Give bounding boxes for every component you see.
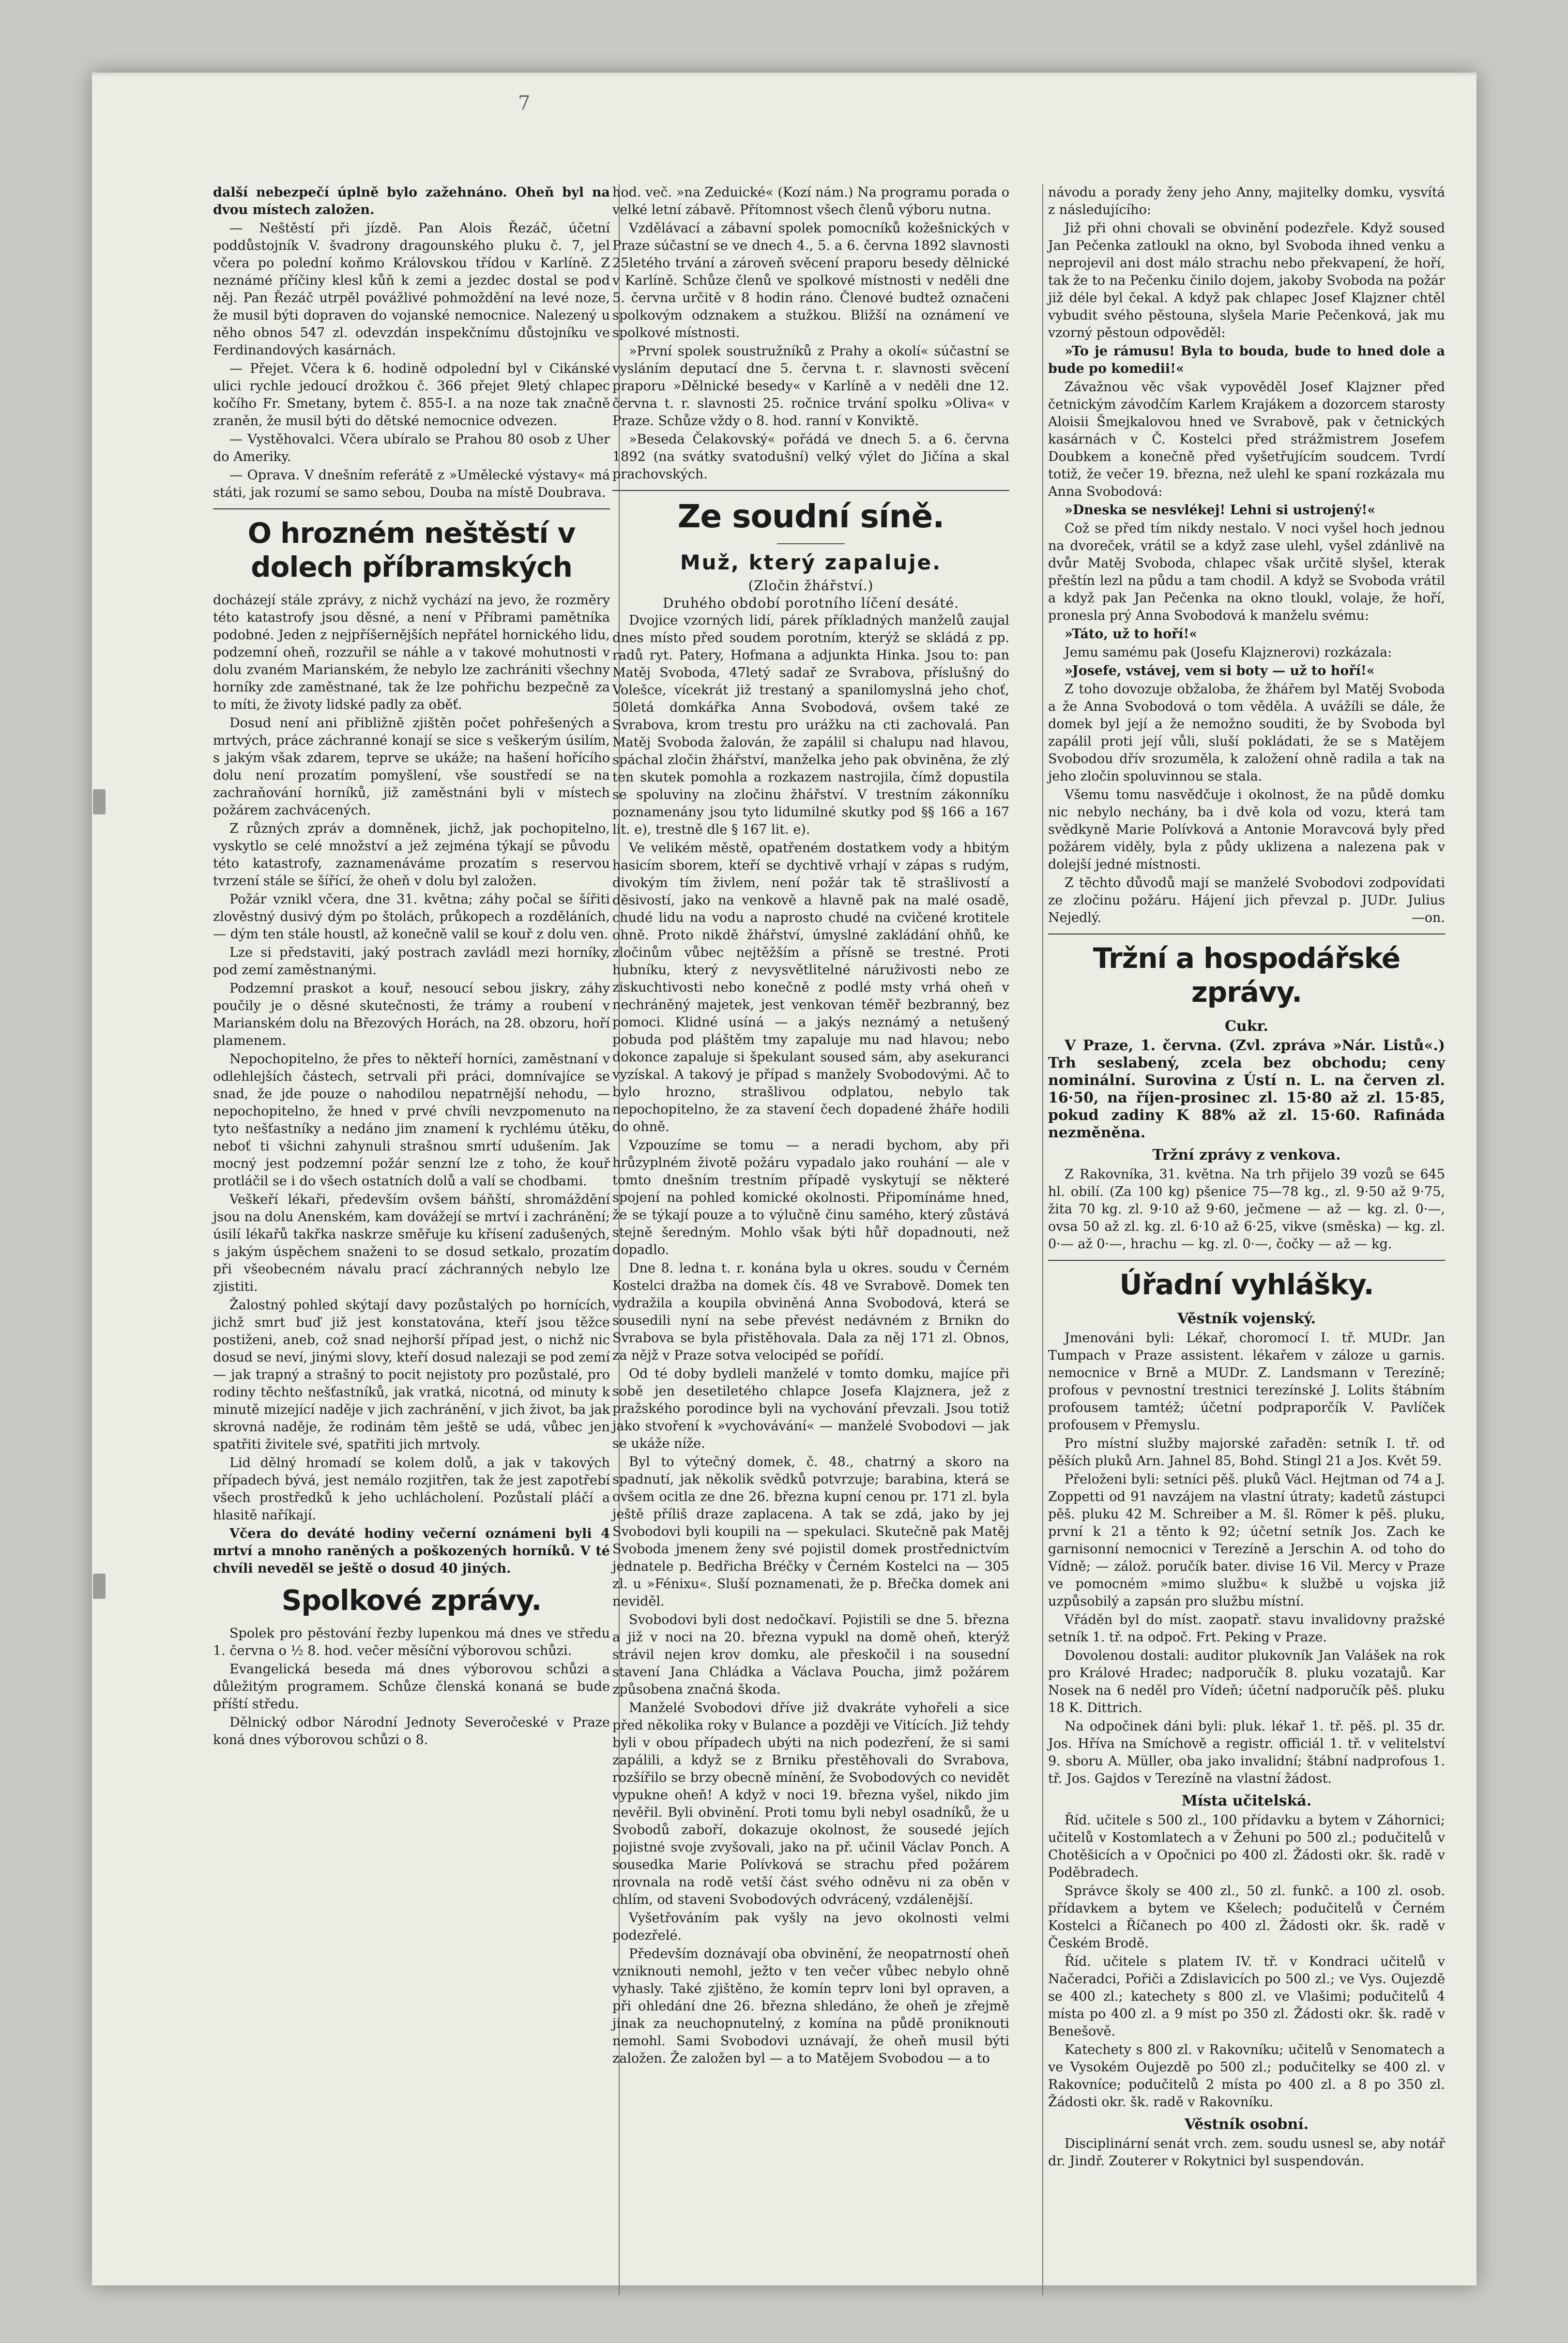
article-paragraph: Všemu tomu nasvědčuje i okolnost, že na půdě domku nic nebylo nechány, ba i dvě kola od vozu, která tam svědkyně Marie Polívková a Antonie Moravcová byly před požárem viděly, byla z půdy uklizena a nalezena pak v dolejší jedné místnosti. <box>1048 787 1445 872</box>
article-paragraph <box>1048 874 1445 927</box>
article-paragraph: Z toho dovozuje obžaloba, že žhářem byl Matěj Svoboda a že Anna Svobodová o tom věděla. A uvážíli se dále, že domek byl její a že nemožno souditi, že by Svoboda byl zapálil proti její vůli, sluší pokládati, že se s Matějem Svobodou dřív srozuměla, k založení ohně radila a tak na jeho zločin spoluvinnou se stala. <box>1048 682 1445 784</box>
article-paragraph: Dvojice vzorných lidí, párek příkladných manželů zaujal dnes místo před soudem porotním, kterýž se skládá z pp. radů ryt. Patery, Hofmana a adjunkta Hinka. Jsou to: pan Matěj Svoboda, 47letý sadař ze Svrabova, příslušný do Volešce, vícekrát již trestaný a spanilomyslná jeho choť, 50letá domkářka Anna Svobodová, ovšem také ze Svrabova, krom trestu pro urážku na cti zachovalá. Pan Matěj Svoboda žalován, že zapálil si chalupu nad hlavou, spáchal zločin žhářství, manželka jeho pak obviněna, že zlý ten skutek pomohla a rozkazem nastrojila, čímž dopustila se spoluviny na zločinu žhářství. V trestním zákonníku poznamenány jsou tyto lidumilné skutky pod §§ 166 a 167 lit. e), trestně dle § 167 lit. e). <box>612 613 1009 837</box>
newspaper-page <box>92 73 1477 2285</box>
article-closing: Z těchto důvodů mají se manželé Svobodovi zodpovídati ze zločinu požáru. Hájení jich převzal p. JUDr. Julius Nejedlý. <box>1048 875 1445 925</box>
subsection-heading: Tržní zprávy z venkova. <box>1152 1147 1341 1164</box>
quote-line: »Dneska se nesvlékej! Lehni si ustrojený!« <box>1065 503 1376 518</box>
article-paragraph: Vyšetřováním pak vyšly na jevo okolnosti velmi podezřelé. <box>612 1911 1009 1943</box>
binding-hole <box>93 789 106 814</box>
official-notice: Správce školy se 400 zl., 50 zl. funkč. a 100 zl. osob. přídavkem a bytem ve Kšelech; podučitelů v Černém Kostelci a Říčanech po 400 zl. Žádosti okr. šk. radě v Českém Brodě. <box>1048 1884 1445 1951</box>
section-rule <box>1048 1260 1445 1261</box>
article-paragraph: Vzpouzíme se tomu — a neradi bychom, aby při hrůzyplném životě požáru vypadalo jako rouhání — ale v tomto dnešním trestním případě vyskytují se některé spojení na pohled komické okolnosti. Připomínáme hned, že se týkají pouze a to výlučně činu samého, který zůstává stejně šeredným. Mohlo však býti hůř dopadnouti, než dopadlo. <box>612 1138 1009 1257</box>
column-3 <box>1048 184 1445 2171</box>
club-notice: »První spolek soustružníků z Prahy a okolí« súčastní se vysláním deputací dne 5. června t. r. slavnosti svěcení praporu »Dělnické besedy« v Karlíně a v neděli dne 12. června t. r. slavnosti 25. ročnice trvání spolku »Oliva« v Praze. Schůze vždy o 8. hod. ranní v Konviktě. <box>612 344 1009 429</box>
official-notice: Katechety s 800 zl. v Rakovníku; učitelů v Senomatech a ve Vysokém Oujezdě po 500 zl.; podučitelky se 400 zl. v Rakovníce; podučitelů 2 místa po 400 zl. a 8 po 350 zl. Žádosti okr. šk. radě v Rakovníku. <box>1048 2042 1445 2110</box>
official-notice: Na odpočinek dáni byli: pluk. lékař 1. tř. pěš. pl. 35 dr. Jos. Hříva na Smíchově a registr. officiál 1. tř. v velitelství 9. sboru A. Müller, oba jako invalidní; štábní nadprofous 1. tř. Jos. Gajdos v Terezíně na vlastní žádost. <box>1048 1719 1445 1786</box>
column-2 <box>612 184 1009 2068</box>
official-notice: Říd. učitele s platem IV. tř. v Kondraci učitelů v Načeradci, Pořiči a Zdislavicích po 500 zl.; ve Vys. Oujezdě se 400 zl.; katechety s 800 zl. ve Vlašimi; podučitelů 4 místa po 400 zl. a 9 míst po 350 zl. Žádosti okr. šk. radě v Benešově. <box>1048 1954 1445 2039</box>
article-paragraph: Podzemní praskot a kouř, nesoucí sebou jiskry, záhy poučily je o děsné skutečnosti, že trámy a roubení v Marianském dolu na Březových Horách, na 28. obzoru, hoří plamenem. <box>213 981 610 1048</box>
quote-line: »Josefe, vstávej, vem si boty — už to hoří!« <box>1065 663 1375 678</box>
article-paragraph: Jemu samému pak (Josefu Klajznerovi) rozkázala: <box>1065 645 1392 660</box>
article-paragraph: Manželé Svobodovi dříve již dvakráte vyhořeli a sice před několika roky v Bulance a později ve Vitících. Již tehdy byli v obou případech ubýti na nich podezření, že si sami zapálili, a když se z Brniku přestěhovali do Svrabova, rozšířilo se brzy obecně mínění, že Svobodových co nevidět vypukne oheň! A když v noci 19. března vyšel, nikdo jim nevěřil. Byli obvinění. Proti tomu byli nebyl osadníků, že u Svobodů zaboří, dokazuje okolnost, že sousedé jejích pojistné svoje zvyšovali, jako na př. učinil Václav Ponch. A sousedka Marie Polívková se strachu před požárem nrovnala na rodě vetší část svého odněvu ni za oběn v chlím, od staveni Svobodových odvrácený, vzdálenější. <box>612 1700 1009 1907</box>
club-notice: hod. več. »na Zeduické« (Kozí nám.) Na programu porada o velké letní zábavě. Přítomnost všech členů výboru nutna. <box>612 185 1009 217</box>
club-notice: Vzdělávací a zábavní spolek pomocníků kožešnických v Praze súčastní se ve dnech 4., 5. a 6. června 1892 slavnosti 25letého trvání a zároveň svěcení praporu besedy dělnické v Karlíně. Schůze členů ve spolkové místnosti v neděli dne 5. června určitě v 8 hodin ráno. Členové budtež označeni spolkovým odznakem a stužkou. Bližší na oznámení ve spolkové místnosti. <box>612 221 1009 340</box>
column-rule <box>1042 184 1043 2295</box>
article-paragraph: Především doznávají oba obvinění, že neopatrností oheň vzniknouti nemohl, ježto v ten večer vůbec nebylo ohně vyhasly. Také zjištěno, že komín teprv loni byl opraven, a při ohledání dne 26. března shledáno, že oheň je zřejmě jinak za neuchopnutelný, z komína na půdě proniknouti nemohl. Sami Svobodovi uznávají, že oheň musil býti založen. Že založen byl — a to Matějem Svobodou — a to <box>612 1946 1009 2066</box>
article-paragraph: Ve velikém městě, opatřeném dostatkem vody a hbitým hasicím sborem, kteří se dychtivě vrhají v zápas s rudým, divokým tím živlem, není požár tak tě strašlivostí a děsivostí, jako na venkově a hlavně pak na malé osadě, chudé lidu na vodu a naprosto chudé na cvičené krotitele ohně. Proto nikdě žhářství, úmyslné zakládání ohňů, ke zločinům vůbec nejtěžším a přísně se trestné. Proti hubníku, který z nevysvětlitelné náruživosti nebo ze ziskuchtivosti nebo konečně z podlé msty vrhá oheň v nechráněný majetek, jest venkovan téměř bezbranný, bez pomoci. Klidné usíná — a jakýs neznámý a netušený pobuda pod pláštěm tmy zapaluje mu nad hlavou; nebo dokonce zapaluje si špekulant soused sám, aby asekuranci vyzískal. A takový je případ s manžely Svobodovými. Ač to bylo hrozno, strašlivou odplatou, nebylo tak nepochopitelno, že za stavení čech dopadené žháře hodili do ohně. <box>612 841 1009 1134</box>
paper-edge <box>92 73 1477 76</box>
article-title: Muž, který zapaluje. <box>680 551 942 574</box>
divider <box>777 543 845 544</box>
subsection-heading: Věstník osobní. <box>1184 2116 1309 2133</box>
official-notice: Přeloženi byli: setníci pěš. pluků Václ. Hejtman od 74 a J. Zoppetti od 91 navzájem na vlastní útraty; kadetů zástupci pěš. pluku 42 M. Schreiber a M. šl. Römer k pěš. pluku, první k 21 a těnto k 92; účetní setník Jos. Zach ke garnisonní nemocnici v Terezíně a Jerschin A. od toho do Vídně; — zálož. poručík bater. divise 16 Vil. Mercy v Praze ve pomocném »mimo službu« k službě u vojska již uzpůsobilý a zapsán pro službu místní. <box>1048 1472 1445 1609</box>
article-paragraph: Z různých zpráv a domněnek, jichž, jak pochopitelno, vyskytlo se celé množství a jež zejména týkají se původu této katastrofy, zaznamenáváme prozatím s reservou tvrzení stále se šířící, že oheň v dolu byl založen. <box>213 821 610 888</box>
binding-hole <box>93 1574 106 1599</box>
news-item: — Oprava. V dnešním referátě z »Umělecké výstavy« má státi, jak rozumí se samo sebou, Douba na místě Doubrava. <box>213 468 610 500</box>
article-paragraph: Byl to výtečný domek, č. 48., chatrný a skoro na spadnutí, jak několik svědků potvrzuje; barabina, která se ovšem ocitla ze dne 26. března kupní cenou pr. 171 zl. byla ještě příliš draze zaplacena. A tak se zdá, jako by jej Svobodovi byli koupili na — spekulaci. Skutečně pak Matěj Svoboda jmenem ženy své pojistil domek prostřednictvím jednatele p. Bedřicha Bréčky v Černém Kostelci na — 305 zl. u »Fénixu«. Sluší poznamenati, že p. Břečka domek ani neviděl. <box>612 1455 1009 1609</box>
news-item: — Neštěstí při jízdě. Pan Alois Řezáč, účetní poddůstojník V. švadrony dragounského pluku č. 7, jel včera po polední koňmo Královskou třídou v Karlíně. Z neznámé příčiny klesl kůň k zemi a jezdec dostal se pod něj. Pan Řezáč utrpěl povážlivé pohmoždění na levé noze, že musil býti dopraven do vojanské nemocnice. Nalezený u něho obnos 547 zl. odevzdán inspekčnímu důstojníku ve Ferdinandových kasárnách. <box>213 221 610 358</box>
article-paragraph: Což se před tím nikdy nestalo. V noci vyšel hoch jednou na dvoreček, vrátil se a když zase ulehl, vyšel zdánlivě na dvůr Matěj Svoboda, chlapec však určitě slyšel, kterak přeštín lezl na půdu a tam chodil. A když se Svoboda vrátil a když pak Jan Pečenka na okno tloukl, volaje, že hoří, pronesla prý Anna Svobodová k manželu svému: <box>1048 521 1445 623</box>
article-paragraph: Požár vznikl včera, dne 31. května; záhy počal se šířiti zlověstný dusivý dým po štolách, průkopech a rozděláních, — dým ten stále houstl, až konečně valil se kouř z dolu ven. <box>213 892 610 942</box>
official-notice: Vřáděn byl do míst. zaopatř. stavu invalidovny pražské setník 1. tř. na odpoč. Frt. Peking v Praze. <box>1048 1612 1445 1645</box>
market-report: Z Rakovníka, 31. května. Na trh přijelo 39 vozů se 645 hl. obilí. (Za 100 kg) pšenice 75—78 kg., zl. 9·50 až 9·75, žita 70 kg. zl. 9·10 až 9·60, ječmene — až — kg. zl. 0·—, ovsa 50 až zl. kg. zl. 6·10 až 6·25, vikve (směska) — kg. zl. 0·— až 0·—, hrachu — kg. zl. 0·—, čočky — až — kg. <box>1048 1167 1445 1252</box>
official-notice: Dovolenou dostali: auditor plukovník Jan Valášek na rok pro Králové Hradec; nadporučík 8. pluku vozatajů. Kar Nosek na 6 neděl pro Vídeň; účetní nadporučík pěš. pluku 18 K. Dittrich. <box>1048 1648 1445 1715</box>
section-rule <box>612 490 1009 491</box>
article-paragraph: Svobodovi byli dost nedočkaví. Pojistili se dne 5. března a již v noci na 20. března vypukl na domě oheň, kterýž strávil nejen krov domku, ale přeskočil i na sousední stavení Jana Chládka a Václava Poucha, jimž požárem způsobena značná škoda. <box>612 1612 1009 1697</box>
article-paragraph: Již při ohni chovali se obvinění podezřele. Když soused Jan Pečenka zatloukl na okno, byl Svoboda ihned venku a neprojevil ani dost málo strachu nebo překvapení, že hoří, tak že to na Pečenku činilo dojem, jakoby Svoboda na požár již déle byl čekal. A když pak chlapec Josef Klajzner chtěl vybudit svého pěstouna, slyšela Marie Pečenková, jak mu vzorný pěstoun odpověděl: <box>1048 221 1445 340</box>
club-notice: Dělnický odbor Národní Jednoty Severočeské v Praze koná dnes výborovou schůzi o 8. <box>213 1715 610 1747</box>
news-item: — Přejet. Včera k 6. hodině odpolední byl v Cikánské ulici rychle jedoucí drožkou č. 366 přejet 9letý chlapec kočího Fr. Smetany, bytem č. 855-I. a na noze tak značně zraněn, že musil býti do dětské nemocnice odvezen. <box>213 361 610 429</box>
article-paragraph: Včera do deváté hodiny večerní oznámeni byli 4 mrtví a mnoho raněných a poškozených horníků. V té chvíli neveděl se ještě o dosud 40 jiných. <box>213 1526 610 1576</box>
section-rule <box>213 508 610 509</box>
subsection-heading: Cukr. <box>1225 1018 1268 1035</box>
news-text: další nebezpečí úplně bylo zažehnáno. Oheň byl na dvou místech založen. <box>213 185 610 217</box>
official-notice: Disciplinární senát vrch. zem. soudu usnesl se, aby notář dr. Jindř. Zouterer v Rokytnici byl suspendován. <box>1048 2136 1445 2169</box>
article-paragraph: návodu a porady ženy jeho Anny, majitelky domku, vysvítá z následujícího: <box>1048 185 1445 217</box>
article-paragraph: Lid dělný hromadí se kolem dolů, a jak v takových případech bývá, jest nemálo rozjitřen, tak že jest zapotřebí všech prostředků k jeho uchlácholení. Pozůstalí pláčí a hlasitě naříkají. <box>213 1455 610 1523</box>
page-number: 7 <box>518 92 531 114</box>
official-notice: Říd. učitele s 500 zl., 100 přídavku a bytem v Záhornici; učitelů v Kostomlatech a v Žehuni po 500 zl.; podučitelů v Chotěšicích a v Opočnici po 400 zl. Žádosti okr. šk. radě v Poděbradech. <box>1048 1813 1445 1880</box>
article-paragraph: Žalostný pohled skýtají davy pozůstalých po hornících, jichž smrt buď již jest konstatována, kteří jsou těžce postiženi, aneb, což snad nejhorší případ jest, o nichž nic dosud se neví, jinými slovy, kteří dosud nalezaji se pod zemí — jak trapný a strašný to pocit nejistoty pro pozůstalé, pro rodiny těchto nešťastníků, jak vratká, nicotná, od minuty k minutě mizející naděje v jich zachránění, v jich život, ba jak skrovná naděje, že rodinám těm ještě se udá, vůbec jen spatřiti živitele své, spatřiti jich mrtvoly. <box>213 1298 610 1452</box>
subsection-heading: Věstník vojenský. <box>1177 1310 1316 1327</box>
column-1 <box>213 184 610 1750</box>
article-paragraph: docházejí stále zprávy, z nichž vychází na jevo, že rozměry této katastrofy jsou děsné, a není v Příbrami pamětníka podobné. Jeden z nejpříšernějších nepřátel hornického lidu, podzemní oheň, rozzuřil se náhle a v takové mohutnosti v dolu zvaném Marianském, že nebylo lze zachrániti všechny horníky zde zaměstnané, tak že lze pohřichu bezpečně za to míti, že životy lidské padly za oběť. <box>213 593 610 712</box>
subsection-heading: Místa učitelská. <box>1181 1792 1312 1809</box>
article-subtitle: (Zločin žhářství.) <box>748 578 874 594</box>
article-paragraph: Veškeří lékaři, především ovšem báňští, shromáždění jsou na dolu Anenském, kam dovážejí se mrtví i zachránění; úsilí lékařů takřka naskrze směřuje ku křísení zadušených, s jakým úspěchem snaženi to se dosud setkalo, prozatím při všeobecném návalu prací záchranných nebylo lze zjistiti. <box>213 1192 610 1294</box>
official-notice: Pro místní služby majorské zařaděn: setník I. tř. od pěších pluků Arn. Jahnel 85, Bohd. Stingl 21 a Jos. Květ 59. <box>1048 1436 1445 1469</box>
quote-line: »Táto, už to hoří!« <box>1065 627 1198 642</box>
club-notice: Spolek pro pěstování řezby lupenkou má dnes ve středu 1. června o ½ 8. hod. večer měsíční výborovou schůzi. <box>213 1626 610 1658</box>
section-heading: Úřadní vyhlášky. <box>1119 1268 1374 1301</box>
market-report: V Praze, 1. června. (Zvl. zpráva »Nár. Listů«.) Trh seslabený, zcela bez obchodu; ceny nominální. Surovina z Ústí n. L. na červen zl. 16·50, na říjen-prosinec zl. 15·80 až zl. 15·85, pokud zadiny K 88% až zl. 15·60. Rafináda nezměněna. <box>1048 1037 1445 1141</box>
quote-line: »To je rámusu! Byla to bouda, bude to hned dole a bude po komedii!« <box>1048 344 1445 376</box>
club-notice: »Beseda Čelakovský« pořádá ve dnech 5. a 6. června 1892 (na svátky svatodušní) velký výlet do Jičína a skal prachovských. <box>612 432 1009 482</box>
section-heading: Spolkové zprávy. <box>281 1584 542 1617</box>
article-paragraph: Od té doby bydleli manželé v tomto domku, majíce při sobě jen desetiletého chlapce Josefa Klajznera, jež z pražského porodince byli na vychování převzali. Jsou totiž jako stvoření k »vychovávání« — manželé Svobodovi — jak se ukáže níže. <box>612 1366 1009 1451</box>
article-headline: O hrozném neštěstí v dolech příbramských <box>247 517 576 583</box>
article-intro: Druhého období porotního líčení desáté. <box>663 595 959 611</box>
author-signature: —on. <box>1411 910 1445 925</box>
article-paragraph: Dne 8. ledna t. r. konána byla u okres. soudu v Černém Kostelci dražba na domek čís. 48 ve Svrabově. Domek ten vydražila a koupila obviněná Anna Svobodová, která se sousedili nyní na sebe převést nedávném z Brnikn do Svrabova se byla přistěhovala. Dala za něj 171 zl. Obnos, za nějž v Praze sotva velocipéd se pořídí. <box>612 1261 1009 1363</box>
section-heading: Ze soudní síně. <box>677 498 944 535</box>
official-notice: Jmenováni byli: Lékař, choromocí I. tř. MUDr. Jan Tumpach v Praze assistent. lékařem v záloze u garnis. nemocnice v Brně a MUDr. Z. Landsmann v Terezíně; profous v pevnostní trestnici terezínské J. Lolits štábním profousem tamtéž; účetní podpraporčík V. Pavlíček profousem v Přemyslu. <box>1048 1331 1445 1433</box>
club-notice: Evangelická beseda má dnes výborovou schůzi a důležitým programem. Schůze členská konaná se bude příští středu. <box>213 1662 610 1712</box>
article-paragraph: Dosud není ani přibližně zjištěn počet pohřešených a mrtvých, práce záchranné konají se sice s veškerým úsilím, s jakým však zdarem, teprve se ukáže; na hašení hořícího dolu není prozatím pomyšlení, vše soustředí se na zachraňování horníků, již zaměstnáni byli v místech požárem zachvácených. <box>213 716 610 818</box>
article-paragraph: Lze si představiti, jaký postrach zavládl mezi horníky, pod zemí zaměstnanými. <box>213 945 610 978</box>
article-paragraph: Nepochopitelno, že přes to někteří horníci, zaměstnaní v odlehlejších částech, setrvali při práci, domnívajíce se snad, že jde pouze o nahodilou nepatrnější nehodu, — nepochopitelno, že hned v prvé chvíli nevzpomenuto na tyto nešťastníky a nedáno jim znamení k rychlému útěku, neboť ti všichni zahynuli strašnou smrtí udušením. Jak mocný jest podzemní požár senzní lze z toho, že kouř protláčil se i do všech ostatních dolů a valí se chodbami. <box>213 1052 610 1189</box>
news-item: — Vystěhovalci. Včera ubíralo se Prahou 80 osob z Uher do Ameriky. <box>213 432 610 464</box>
section-heading: Tržní a hospodářské zprávy. <box>1093 942 1401 1009</box>
article-paragraph: Závažnou věc však vypověděl Josef Klajzner před četnickým závodčím Karlem Krajákem a dozorcem starosty Aloisii Šmejkalovou hned ve Svrabově, pak v četnických kasárnách v Č. Kostelci před strážmistrem Josefem Doubkem a konečně před vyšetřujícím soudcem. Tvrdí totiž, že večer 19. března, než ulehl ke spaní rozkázala mu Anna Svobodová: <box>1048 380 1445 499</box>
